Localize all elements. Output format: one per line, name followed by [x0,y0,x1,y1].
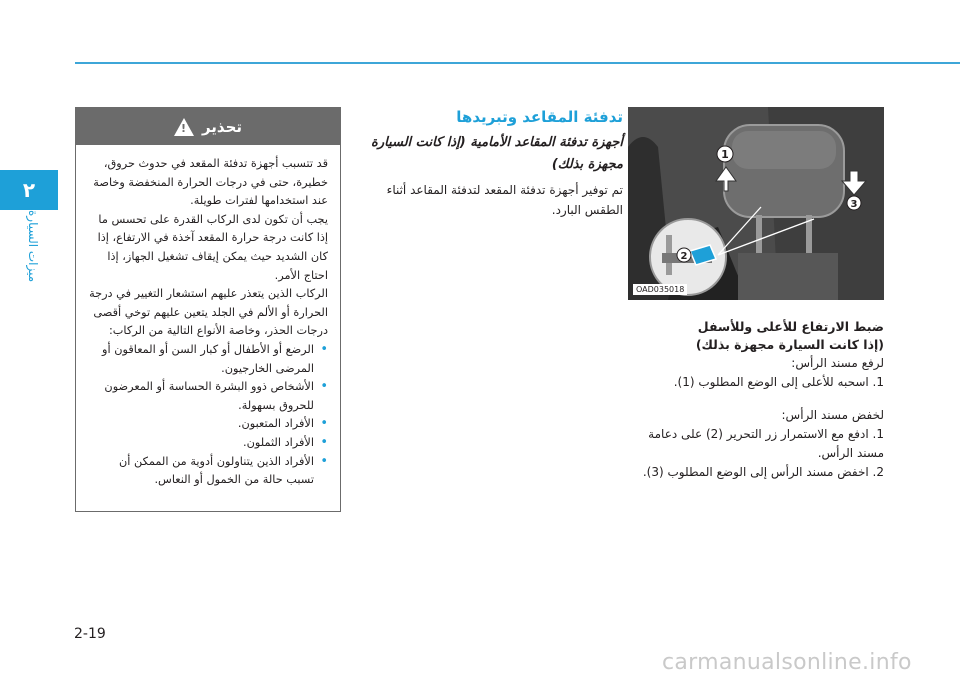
warning-body [76,145,340,490]
warning-bullet: • الأفراد المتعبون. [88,415,328,434]
lower-step: 1. ادفع مع الاستمرار زر التحرير (2) على دعامة مسند الرأس. [648,427,884,460]
top-rule [75,62,960,64]
headrest-instructions [628,318,884,482]
warning-triangle-icon: ! [174,118,194,136]
warning-bullet: • الأشخاص ذوو البشرة الحساسة أو المعرضون للحروق بسهولة. [88,378,328,415]
callout-3 [847,196,861,210]
headrest-figure [628,107,884,300]
chapter-tab [0,170,58,210]
warning-bullet: • الأفراد الثملون. [88,434,328,453]
watermark: carmanualsonline.info [662,650,912,675]
warning-box [75,107,341,512]
section-title: تدفئة المقاعد وتبريدها [456,108,623,126]
svg-text:3: 3 [850,199,858,210]
raise-title: لرفع مسند الرأس: [791,356,884,370]
figure-code: OAD035018 [633,284,687,295]
instructions-heading: ضبط الارتفاع للأعلى وللأسفل [697,319,884,334]
warning-header [76,108,340,145]
lower-step: 2. اخفض مسند الرأس إلى الوضع المطلوب (3). [642,465,884,479]
seat-warmers-section [355,108,623,220]
raise-step: 1. اسحبه للأعلى إلى الوضع المطلوب (1). [673,375,884,389]
warning-bullet: • الأفراد الذين يتناولون أدوية من الممكن أن تسبب حالة من الخمول أو النعاس. [88,453,328,490]
page-number: 2-19 [74,626,106,642]
chapter-number: ٢ [22,178,36,202]
chapter-label: ميزات السيارة [26,210,40,283]
warning-bullet: • الرضع أو الأطفال أو كبار السن أو المعاقون أو المرضى الخارجيون. [88,341,328,378]
instructions-heading: (إذا كانت السيارة مجهزة بذلك) [695,337,884,352]
warning-title: تحذير [201,117,243,136]
warning-bullet-list [88,341,328,490]
section-subtitle: أجهزة تدفئة المقاعد الأمامية (إذا كانت السيارة مجهزة بذلك) [371,135,623,172]
lower-title: لخفض مسند الرأس: [781,408,884,422]
svg-text:2: 2 [680,251,688,262]
figure-callouts [628,107,884,300]
warning-paragraph: الركاب الذين يتعذر عليهم استشعار التغيير في درجة الحرارة أو الألم في الجلد يتعين عليهم توخي أقصى درجات الحذر، وخاصة الأنواع التالية من الركاب: [89,287,328,338]
warning-paragraph: قد تتسبب أجهزة تدفئة المقعد في حدوث حروق، خطيرة، حتى في درجات الحرارة المنخفضة وخاصة عند استخدامها لفترات طويلة. [93,157,328,208]
warning-paragraph: يجب أن تكون لدى الركاب القدرة على تحسس ما إذا كانت درجة حرارة المقعد آخذة في الارتفاع، إذا كان الشديد حيث يمكن إيقاف تشغيل الجهاز، إذا احتاج الأمر. [97,212,328,282]
callout-2 [677,248,691,262]
callout-1 [717,146,733,162]
svg-text:1: 1 [721,148,729,161]
section-body: تم توفير أجهزة تدفئة المقعد لتدفئة المقاعد أثناء الطقس البارد. [386,183,623,217]
